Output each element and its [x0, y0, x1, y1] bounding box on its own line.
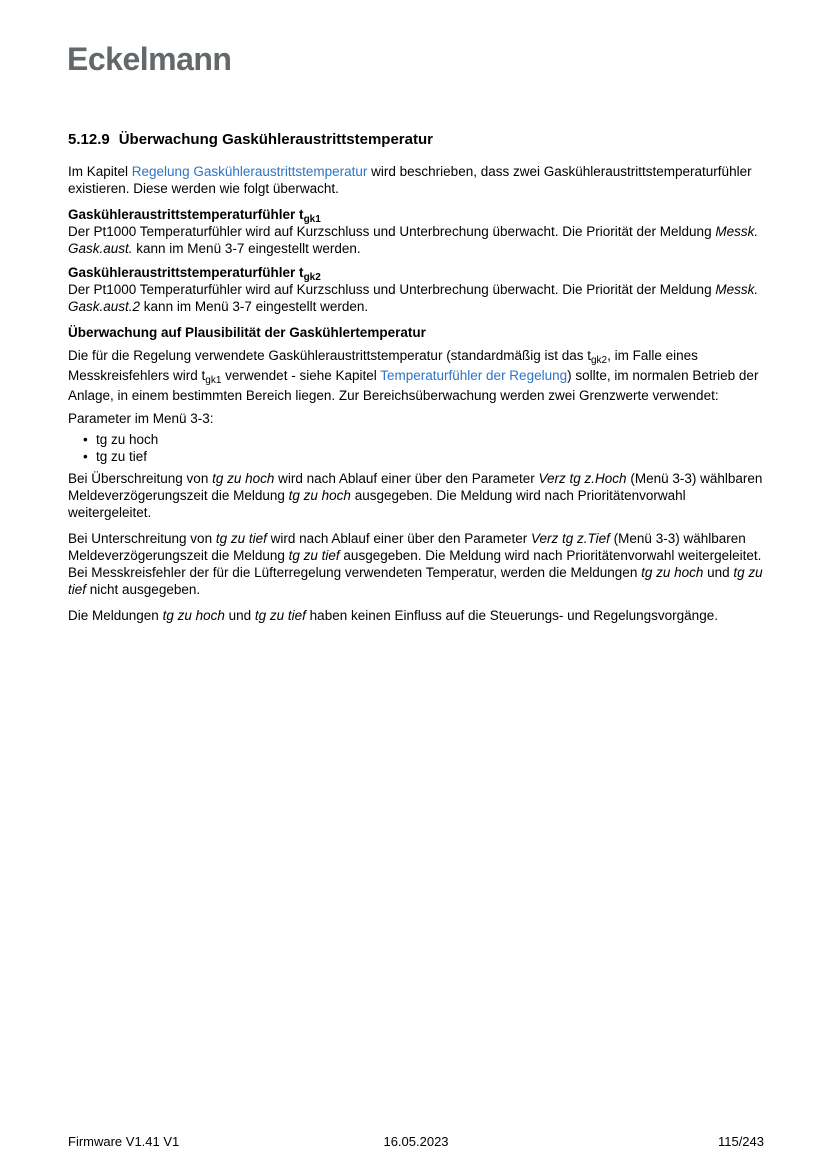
sensor2-heading-subscript: gk2 — [303, 272, 321, 283]
sensor1-heading-subscript: gk1 — [303, 214, 321, 225]
params-intro: Parameter im Menü 3-3: — [68, 411, 214, 426]
over-text-b: wird nach Ablauf einer über den Parameter — [274, 471, 539, 486]
section-number: 5.12.9 — [68, 131, 110, 148]
over-text-c: (Menü 3-3) wählbaren Meldeverzögerungszeit die Meldung — [68, 471, 763, 503]
sensor2-heading-text: Gaskühleraustrittstemperaturfühler t — [68, 265, 304, 280]
param-tg-zu-tief: tg zu tief — [96, 449, 148, 464]
plaus-text-c: verwendet - siehe Kapitel — [221, 368, 381, 383]
intro-text-pre: Im Kapitel — [68, 164, 132, 179]
sensor1-heading — [68, 206, 768, 223]
plausibility-paragraph — [68, 346, 768, 406]
intro-text-post: wird beschrieben, dass zwei Gaskühleraustrittstemperaturfühler existieren. Diese werden wie folgt überwacht. — [68, 164, 752, 196]
section-heading — [68, 130, 768, 149]
final-text-b: und — [224, 608, 255, 623]
over-text-a: Bei Überschreitung von — [68, 471, 213, 486]
overshoot-paragraph — [68, 470, 768, 521]
link-temperaturfuehler-der-regelung[interactable]: Temperaturfühler der Regelung — [380, 368, 568, 383]
over-italic-3: tg zu hoch — [288, 488, 351, 503]
under-text-c: (Menü 3-3) wählbaren Meldeverzögerungszeit die Meldung — [68, 531, 746, 563]
link-regelung-gaskuehleraustrittstemperatur[interactable]: Regelung Gaskühleraustrittstemperatur — [131, 164, 368, 179]
param-tg-zu-hoch: tg zu hoch — [96, 432, 159, 447]
sensor1-heading-text: Gaskühleraustrittstemperaturfühler t — [68, 207, 304, 222]
under-text-b: wird nach Ablauf einer über den Parameter — [266, 531, 532, 546]
final-paragraph — [68, 607, 768, 624]
under-text-e: und — [703, 565, 734, 580]
sensor1-paragraph — [68, 223, 768, 257]
params-list — [68, 431, 768, 465]
plaus-text-b: , im Falle eines Messkreisfehlers wird t — [68, 348, 698, 383]
plausibility-heading: Überwachung auf Plausibilität der Gaskühlertemperatur — [68, 325, 426, 340]
sensor1-message-name: Messk. Gask.aust. — [68, 224, 759, 256]
sensor2-message-name: Messk. Gask.aust.2 — [68, 282, 759, 314]
final-text-a: Die Meldungen — [68, 608, 163, 623]
plaus-subscript-2: gk1 — [205, 375, 222, 386]
footer-firmware-version: Firmware V1.41 V1 — [68, 1134, 180, 1149]
under-text-f: nicht ausgegeben. — [86, 582, 201, 597]
under-text-a: Bei Unterschreitung von — [68, 531, 216, 546]
footer-page-number: 115/243 — [717, 1134, 764, 1149]
list-item — [68, 431, 768, 448]
list-item — [68, 448, 768, 465]
under-italic-4: tg zu hoch — [641, 565, 704, 580]
sensor2-heading — [68, 264, 768, 281]
final-text-c: haben keinen Einfluss auf die Steuerungs- und Regelungsvorgänge. — [305, 608, 718, 623]
sensor2-text-post: kann im Menü 3-7 eingestellt werden. — [140, 299, 369, 314]
section-title: Überwachung Gaskühleraustrittstemperatur — [118, 131, 433, 148]
page-footer — [68, 1134, 764, 1150]
under-italic-1: tg zu tief — [215, 531, 267, 546]
sensor2-text-pre: Der Pt1000 Temperaturfühler wird auf Kurzschluss und Unterbrechung überwacht. Die Priorität der Meldung — [68, 282, 716, 297]
footer-date: 16.05.2023 — [383, 1134, 449, 1149]
under-italic-3: tg zu tief — [288, 548, 340, 563]
undershoot-paragraph — [68, 530, 768, 598]
sensor1-section — [68, 206, 768, 257]
sensor2-paragraph — [68, 281, 768, 315]
intro-paragraph — [68, 163, 768, 197]
final-italic-2: tg zu tief — [254, 608, 306, 623]
under-italic-5: tg zu tief — [68, 565, 763, 597]
final-italic-1: tg zu hoch — [162, 608, 225, 623]
sensor1-text-post: kann im Menü 3-7 eingestellt werden. — [132, 241, 361, 256]
sensor2-section — [68, 264, 768, 315]
over-italic-2: Verz tg z.Hoch — [538, 471, 627, 486]
eckelmann-logo: Eckelmann — [67, 41, 232, 77]
sensor1-text-pre: Der Pt1000 Temperaturfühler wird auf Kurzschluss und Unterbrechung überwacht. Die Priorität der Meldung — [68, 224, 716, 239]
under-italic-2: Verz tg z.Tief — [531, 531, 610, 546]
plaus-text-d: ) sollte, im normalen Betrieb der Anlage, in einem bestimmten Bereich liegen. Zur Bereichsüberwachung werden zwei Grenzwerte verwendet: — [68, 368, 759, 403]
page-content — [68, 130, 768, 630]
plaus-subscript-1: gk2 — [591, 355, 608, 366]
plaus-text-a: Die für die Regelung verwendete Gaskühleraustrittstemperatur (standardmäßig ist das t — [68, 348, 591, 363]
over-text-d: ausgegeben. Die Meldung wird nach Prioritätenvorwahl weitergeleitet. — [68, 488, 686, 520]
under-text-d: ausgegeben. Die Meldung wird nach Prioritätenvorwahl weitergeleitet. Bei Messkreisfehler der für die Lüfterregelung verwendeten Temperatur, werden die Meldungen — [68, 548, 762, 580]
over-italic-1: tg zu hoch — [212, 471, 275, 486]
